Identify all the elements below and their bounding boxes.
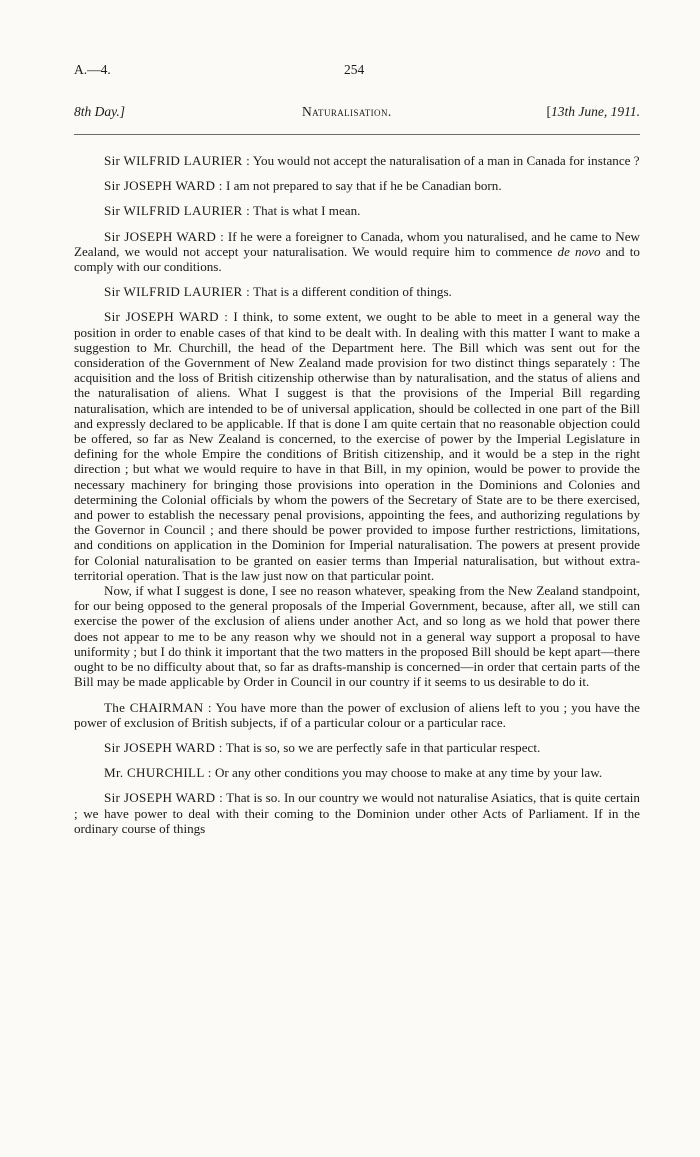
- volume-reference: A.—4.: [74, 62, 111, 77]
- speaker-name: Sir JOSEPH WARD :: [104, 739, 223, 755]
- paragraph-text: I think, to some extent, we ought to be able to meet in a general way the position in order to enable cases of that kind to be dealt with. In dealing with this matter I want to make a suggestion to Mr. Churchill, the head of the Department here. The Bill which was sent out for the consideration of the Government of New Zealand made provision for two distinct things separately : The acquisition and the loss of British citizenship otherwise than by naturalisation, and the status of aliens and the naturalisation of aliens. What I suggest is that the provisions of the Imperial Bill regarding naturalisation, which are intended to be of universal application, should be collected in one part of the Bill and expressly declared to be applicable. If that is done I am quite certain that no reasonable objection could be offered, so far as New Zealand is concerned, to the exercise of power by the Imperial Legislature in defining for the whole Empire the conditions of British citizenship, and it would be a step in the right direction ; but what we would require to have in that Bill, in my opinion, would be power to provide the necessary machinery for bringing those provisions into operation in the Dominions and Colonies and determining the Colonial officials by whom the powers of the Secretary of State are to be there exercised, and power to establish the necessary penal provisions, appointing the fees, and authorizing regulations by the Governor in Council ; and there should be power provided to impose further restrictions, limitations, and conditions on application in the Dominion for Imperial naturalisation. The powers at present provide for Colonial naturalisation to be granted on easier terms than Imperial naturalisation, but without extra-territorial operation. That is the law just now on that particular point.: [74, 309, 640, 583]
- paragraph: [74, 178, 640, 193]
- page-top-line: [74, 62, 640, 82]
- paragraph-text: I am not prepared to say that if he be Canadian born.: [226, 178, 502, 194]
- paragraph-text: That is so, so we are perfectly safe in that particular respect.: [225, 739, 541, 755]
- paragraph: [74, 740, 640, 755]
- italic-phrase: de novo: [557, 243, 601, 259]
- header-date-bracket: [: [546, 104, 551, 119]
- speaker-name: Sir WILFRID LAURIER :: [104, 284, 251, 300]
- document-page: [74, 62, 640, 836]
- paragraph: [74, 203, 640, 218]
- paragraph-text: That is a different condition of things.: [253, 284, 452, 300]
- paragraph: [74, 284, 640, 299]
- header-day: 8th Day.]: [74, 104, 126, 119]
- paragraph-text: That is what I mean.: [253, 203, 361, 219]
- speaker-name: Sir JOSEPH WARD :: [104, 228, 225, 244]
- running-header: [74, 104, 640, 126]
- speaker-name: Mr. CHURCHILL :: [104, 765, 212, 781]
- speaker-name: Sir JOSEPH WARD :: [104, 790, 224, 806]
- speaker-name: Sir JOSEPH WARD :: [104, 309, 229, 325]
- paragraph: [74, 583, 640, 689]
- paragraph-text: That is so. In our country we would not naturalise Asiatics, that is quite certain ; we have power to deal with their coming to the Dominion under other Acts of Parliament. If in the ordinary course of things: [74, 790, 640, 836]
- header-section-title: Naturalisation.: [302, 104, 392, 119]
- paragraph-text: Or any other conditions you may choose to make at any time by your law.: [214, 765, 603, 781]
- paragraph-text: and to comply with our conditions.: [74, 243, 640, 275]
- header-date-rest: June, 1911.: [578, 104, 640, 119]
- speaker-name: Sir WILFRID LAURIER :: [104, 203, 251, 219]
- paragraph-text: Now, if what I suggest is done, I see no reason whatever, speaking from the New Zealand standpoint, for our being opposed to the general proposals of the Imperial Government, because, after all, we still can exercise the power of the exclusion of aliens under another Act, and so long as we hold that power there does not appear to me to be any reason why we should not in a general way support a proposal to have uniformity ; but I do think it important that the two matters in the proposed Bill should be kept apart—there ought to be no difficulty about that, so far as drafts-manship is concerned—in order that certain parts of the Bill may be made applicable by Order in Council in our country if it seems to us desirable to do it.: [74, 583, 640, 690]
- paragraph: [74, 309, 640, 583]
- paragraph: [74, 765, 640, 780]
- document-body: [74, 153, 640, 836]
- paragraph: [74, 229, 640, 275]
- paragraph: [74, 700, 640, 730]
- speaker-name: Sir WILFRID LAURIER :: [104, 153, 251, 168]
- header-date: [547, 104, 641, 120]
- header-rule: [74, 134, 640, 135]
- speaker-name: The CHAIRMAN :: [104, 699, 212, 715]
- paragraph-text: You would not accept the naturalisation of a man in Canada for instance ?: [252, 153, 640, 168]
- header-date-day: 13th: [551, 104, 576, 119]
- paragraph-text: You have more than the power of exclusion of aliens left to you ; you have the power of exclusion of British subjects, if of a particular colour or a particular race.: [74, 699, 640, 730]
- speaker-name: Sir JOSEPH WARD :: [104, 178, 223, 194]
- paragraph: [74, 153, 640, 168]
- paragraph-text: If he were a foreigner to Canada, whom you naturalised, and he came to New Zealand, we would not accept your naturalisation. We would require him to commence: [74, 228, 640, 259]
- page-number: 254: [344, 62, 365, 77]
- paragraph: [74, 790, 640, 836]
